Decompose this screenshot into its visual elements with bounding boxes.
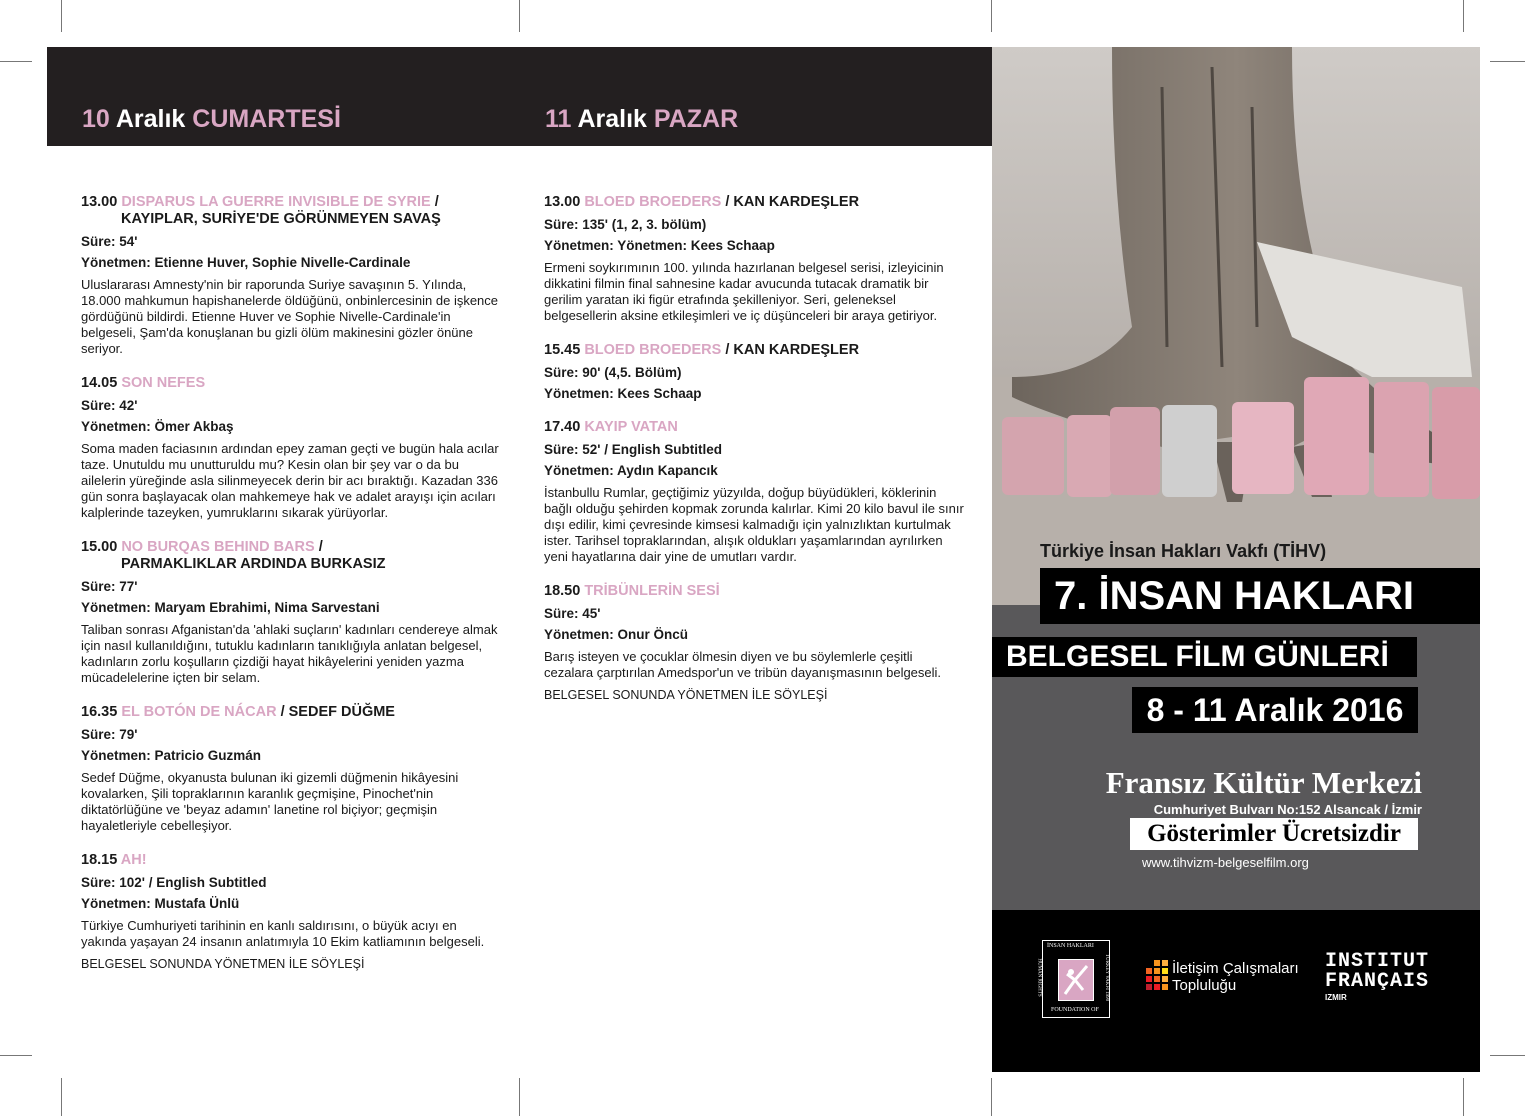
film-title: BLOED BROEDERS	[584, 342, 722, 358]
institut-francais-city: IZMIR	[1325, 993, 1347, 1002]
title-separator: /	[318, 539, 323, 555]
duration: Süre: 45'	[544, 606, 601, 621]
screening-entry	[544, 419, 964, 565]
screening-entry	[81, 852, 501, 972]
film-title-turkish: KAYIPLAR, SURİYE'DE GÖRÜNMEYEN SAVAŞ	[121, 211, 441, 227]
day1-schedule	[81, 194, 501, 990]
qa-note: BELGESEL SONUNDA YÖNETMEN İLE SÖYLEŞİ	[544, 688, 828, 702]
tihv-logo	[1036, 940, 1110, 1018]
film-title: EL BOTÓN DE NÁCAR	[121, 704, 277, 720]
director: Yönetmen: Etienne Huver, Sophie Nivelle-Cardinale	[81, 255, 411, 270]
duration: Süre: 42'	[81, 398, 138, 413]
sponsor-logos	[992, 910, 1480, 1072]
director: Yönetmen: Mustafa Ünlü	[81, 896, 240, 911]
director: Yönetmen: Onur Öncü	[544, 627, 689, 642]
description: Türkiye Cumhuriyeti tarihinin en kanlı saldırısını, o büyük acıyı en yakında yaşayan 24 insanın anlatımıyla 10 Ekim katliamının belgeseli.	[81, 918, 485, 949]
tihv-logo-right-text: TURKEY VAKFI 1990	[1104, 953, 1110, 1002]
screening-entry	[81, 704, 501, 834]
day2-schedule	[544, 194, 964, 721]
screening-entry	[81, 375, 501, 521]
screening-entry	[544, 342, 964, 401]
crop-mark	[61, 1078, 62, 1116]
director: Yönetmen: Patricio Guzmán	[81, 748, 262, 763]
screening-title	[81, 852, 501, 869]
director: Yönetmen: Yönetmen: Kees Schaap	[544, 238, 775, 253]
crop-mark	[1463, 0, 1464, 32]
institut-francais-line2: FRANÇAIS	[1325, 970, 1430, 993]
film-title: BLOED BROEDERS	[584, 194, 722, 210]
film-title: DISPARUS LA GUERRE INVISIBLE DE SYRIE	[121, 194, 431, 210]
director: Yönetmen: Aydın Kapancık	[544, 463, 718, 478]
screening-time: 15.45	[544, 342, 581, 358]
day1-month: Aralık	[115, 105, 186, 133]
screening-time: 16.35	[81, 704, 118, 720]
duration: Süre: 79'	[81, 727, 138, 742]
day2-weekday: PAZAR	[653, 105, 739, 133]
film-title: AH!	[120, 852, 147, 868]
crop-mark	[991, 0, 992, 32]
film-title: TRİBÜNLERİN SESİ	[584, 583, 720, 599]
screening-time: 17.40	[544, 419, 581, 435]
institut-francais-line1: INSTITUT	[1325, 950, 1430, 973]
organizer-name: Türkiye İnsan Hakları Vakfı (TİHV)	[1040, 541, 1327, 561]
description: Ermeni soykırımının 100. yılında hazırlanan belgesel serisi, izleyicinin dikkatini filmin final sahnesine kadar avucunda tutacak dramatik bir gerilim yaratan iki figür etrafında şekilleniyor. Seri, geleneksel belgesellerin aksine etkileşimleri ve iç düşünceleri bir araya getiriyor.	[544, 260, 944, 323]
film-title-turkish: PARMAKLIKLAR ARDINDA BURKASIZ	[121, 556, 386, 572]
screening-entry	[81, 539, 501, 686]
director: Yönetmen: Ömer Akbaş	[81, 419, 234, 434]
ict-logo-line2: Topluluğu	[1172, 977, 1237, 994]
day2-month: Aralık	[577, 105, 647, 133]
screening-time: 18.15	[81, 852, 118, 868]
tihv-logo-bottom-text: FOUNDATION OF	[1051, 1007, 1099, 1013]
screening-entry	[544, 194, 964, 324]
description: İstanbullu Rumlar, geçtiğimiz yüzyılda, doğup büyüdükleri, köklerinin bağlı olduğu şehirden kopmak zorunda kalırlar. Kimi 20 kilo bavul ile sınır dışı edilir, kimi çevresinde kimsesi kalmadığı için yalnızlıktan kurtulmak ister. Tarihsel topraklarından, alışık oldukları yaşamlarından ayrılırken yeni hayatlarına dair yine de umutları vardır.	[544, 485, 964, 564]
festival-title: 7. İNSAN HAKLARI	[1040, 568, 1480, 624]
crop-mark	[1463, 1078, 1464, 1116]
ict-logo-line1: İletişim Çalışmaları	[1172, 960, 1299, 977]
film-title: NO BURQAS BEHIND BARS	[121, 539, 315, 555]
screening-time: 13.00	[81, 194, 118, 210]
crop-mark	[61, 0, 62, 32]
screening-title	[81, 375, 501, 392]
crop-mark	[519, 1078, 520, 1116]
website-link[interactable]: www.tihvizm-belgeselfilm.org	[1142, 855, 1309, 870]
duration: Süre: 52' / English Subtitled	[544, 442, 722, 457]
day1-heading	[82, 105, 341, 134]
crop-mark	[1490, 61, 1525, 62]
cover-photo	[992, 47, 1480, 605]
description: Taliban sonrası Afganistan'da 'ahlaki suçların' kadınları cendereye almak için nasıl kullanıldığını, tutuklu kadınların tanıklığıyla anlatan belgesel, kadınların zorlu koşulların çizdiği hayat hikâyelerini yeniden yazma mücadelelerine içten bir selam.	[81, 622, 498, 685]
duration: Süre: 102' / English Subtitled	[81, 875, 267, 890]
screening-title	[81, 704, 501, 721]
screening-time: 14.05	[81, 375, 118, 391]
tihv-logo-figure	[1058, 959, 1094, 1001]
screening-title	[544, 342, 964, 359]
screening-entry	[81, 194, 501, 357]
description: Soma maden faciasının ardından epey zaman geçti ve bugün hala acılar taze. Unutuldu mu unutturuldu mu? Kesin olan bir şey var o da bu ailelerin yüreğinde asla silinmeyecek derin bir acı bıraktığı. Kazadan 336 gün sonra başlayacak olan mahkemeye hak ve adalet arayışı için acıları kalplerinde tazeyken, yumruklarını sıkarak yürüyorlar.	[81, 441, 499, 520]
day1-number: 10	[82, 105, 110, 133]
free-admission-notice: Gösterimler Ücretsizdir	[1130, 818, 1418, 850]
director: Yönetmen: Maryam Ebrahimi, Nima Sarvestani	[81, 600, 380, 615]
screening-time: 18.50	[544, 583, 581, 599]
description: Uluslararası Amnesty'nin bir raporunda Suriye savaşının 5. Yılında, 18.000 mahkumun hapishanelerde öldüğünü, onbinlercesinin de işkence gördüğünü bildirdi. Etienne Huver ve Sophie Nivelle-Cardinale'in belgeseli, Şam'da konuşlanan bu gizli ölüm makinesini gözler önüne seriyor.	[81, 277, 499, 356]
tree-roots-illustration	[992, 47, 1480, 605]
screening-title	[544, 419, 964, 436]
institut-francais-logo	[1325, 952, 1429, 1004]
day2-number: 11	[545, 105, 572, 133]
duration: Süre: 135' (1, 2, 3. bölüm)	[544, 217, 707, 232]
description: Barış isteyen ve çocuklar ölmesin diyen ve bu söylemlerle çeşitli cezalara çarptırılan Amedspor'un ve tribün dayanışmasının belgeseli.	[544, 649, 942, 680]
day2-heading	[545, 105, 738, 134]
film-title: SON NEFES	[121, 375, 206, 391]
duration: Süre: 77'	[81, 579, 138, 594]
duration: Süre: 54'	[81, 234, 138, 249]
crop-mark	[519, 0, 520, 32]
duration: Süre: 90' (4,5. Bölüm)	[544, 365, 682, 380]
crop-mark	[1490, 1055, 1525, 1056]
qa-note: BELGESEL SONUNDA YÖNETMEN İLE SÖYLEŞİ	[81, 957, 365, 971]
ict-logo-dots	[1142, 960, 1174, 996]
day1-weekday: CUMARTESİ	[192, 105, 341, 133]
description: Sedef Düğme, okyanusta bulunan iki gizemli düğmenin hikâyesini kovalarken, Şili topraklarının karanlık geçmişine, Pinochet'nin diktatörlüğüne ve 'beyaz adamın' lanetine rol biçiyor; geçmişin hayaletleriyle cebelleşiyor.	[81, 770, 459, 833]
tihv-logo-left-text: HUMAN RIGHTS	[1036, 958, 1042, 997]
tihv-logo-top-text: İNSAN HAKLARI	[1047, 943, 1094, 949]
crop-mark	[991, 1078, 992, 1116]
film-title-turkish: / KAN KARDEŞLER	[725, 194, 860, 210]
screening-time: 15.00	[81, 539, 118, 555]
film-title-turkish: / SEDEF DÜĞME	[280, 704, 395, 720]
crop-mark	[0, 1055, 32, 1056]
crop-mark	[0, 61, 32, 62]
screening-title	[81, 539, 501, 573]
director: Yönetmen: Kees Schaap	[544, 386, 702, 401]
festival-subtitle: BELGESEL FİLM GÜNLERİ	[992, 637, 1417, 677]
festival-dates: 8 - 11 Aralık 2016	[1132, 687, 1418, 733]
screening-time: 13.00	[544, 194, 581, 210]
venue-name: Fransız Kültür Merkezi	[1105, 765, 1422, 800]
screening-title	[81, 194, 501, 228]
title-separator: /	[434, 194, 439, 210]
screening-title	[544, 194, 964, 211]
screening-entry	[544, 583, 964, 703]
cover-panel	[992, 47, 1480, 1072]
film-title: KAYIP VATAN	[584, 419, 678, 435]
screening-title	[544, 583, 964, 600]
film-title-turkish: / KAN KARDEŞLER	[725, 342, 860, 358]
venue-address: Cumhuriyet Bulvarı No:152 Alsancak / İzmir	[1153, 802, 1422, 817]
